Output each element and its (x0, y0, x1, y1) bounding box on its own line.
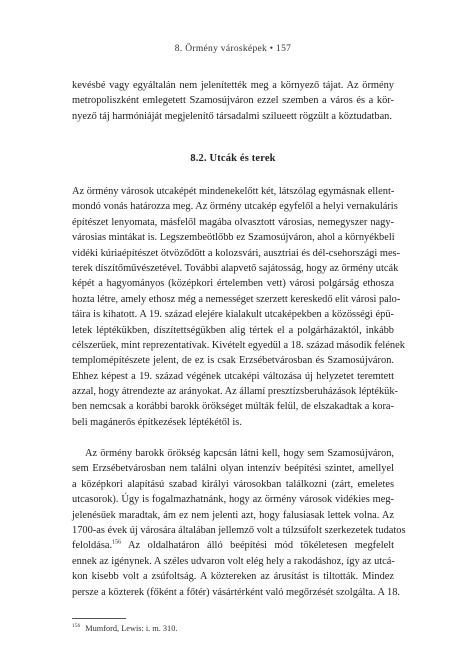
footnote-number: 156 (72, 623, 81, 630)
section-heading: 8.2. Utcák és terek (190, 153, 276, 164)
text-line: 1700-as évek új városára általában jellemző volt a túlzsúfolt szerkezetek tudatos (72, 524, 406, 536)
text-line: jelenésűek maradtak, ám ez nem jelenti azt, hogy falusiasak lettek volna. Az (72, 509, 394, 521)
text-line: városias mintákat is. Legszembeötlőbb ez Szamosújváron, ahol a környékbeli (72, 232, 395, 244)
text-line: ennek az igénynek. A széles udvaron volt elég hely a rakodáshoz, így az utcá- (72, 555, 395, 567)
running-head: 8. Örmény városképek • 157 (174, 44, 292, 54)
footnote (72, 624, 177, 633)
paragraph-streets (72, 184, 405, 430)
text-line: célszerűek, mint reprezentatívak. Kivételt egyedül a 18. század második felének (72, 339, 405, 351)
text-line: beli magánerős építkezések léptékétől is. (72, 416, 242, 428)
text-line: mondó vonás határozza meg. Az örmény utcakép egyfelől a helyi vernakuláris (72, 201, 398, 213)
text-line: ben nemcsak a korábbi barokk örökséget múlták felül, de elszakadtak a kora- (72, 401, 394, 413)
text-line: letek léptékükben, díszítettségükben alig tértek el a polgárházaktól, inkább (72, 324, 394, 336)
text-line-with-footnote (72, 538, 394, 553)
text-line: azzal, hogy átrendezte az arányokat. Az államí presztízsberuházások léptékük- (72, 386, 398, 398)
text-fragment: Az oldalhatáron álló beépítési mód tökéletesen megfelelt (121, 540, 394, 552)
text-line: vidéki kúriaépítészet ötvöződött a kolozsvári, ausztriai és dél-csehországi mes- (72, 247, 401, 259)
text-line: utcasorok). Úgy is fogalmazhatnánk, hogy az örmény városok vidékies meg- (72, 494, 394, 506)
text-line: kevésbé vagy egyáltalán nem jelenítették meg a környező tájat. Az örmény (72, 80, 394, 91)
text-line: kon kisebb volt a zsúfoltság. A köztereken az árusítást is tiltották. Mindez (72, 571, 394, 583)
text-line: építészet lenyomata, másfelől magába olvasztott városias, nemegyszer nagy- (72, 216, 394, 228)
text-line: persze a közterek (főként a főtér) vásártérként való megőrzését szolgálta. A 18. (72, 586, 401, 598)
text-line: templomépítészete jelent, de ez is csak Erzsébetvárosban és Szamosújváron. (72, 355, 394, 367)
paragraph-baroque (72, 446, 406, 600)
text-line: táira is kihatott. A 19. század elejére kialakult utcaképekben a közösségi épü- (72, 309, 394, 321)
paragraph-intro (72, 78, 394, 124)
footnote-text: Mumford, Lewis: i. m. 310. (85, 624, 178, 633)
text-line: terek díszítőművészetével. További alapvető sajátosság, hogy az örmény utcák (72, 262, 399, 274)
text-line: hozta létre, amely ethosz még a nemességet szerzett kereskedő elit városi palo- (72, 293, 401, 305)
text-line: Az örmény városok utcaképét mindenekelőtt két, látszólag egymásnak ellent- (72, 186, 395, 197)
text-line: képét a hagyományos (középkori értelemben vett) városi polgárság ethosza (72, 278, 394, 290)
text-line: Az örmény barokk örökség kapcsán látni kell, hogy sem Szamosújváron, (85, 448, 394, 459)
text-line: nyező táj harmóniáját megjelenítő társadalmi szilueett rögzült a köztudatban. (72, 110, 392, 122)
text-line: metropoliszként emlegetett Szamosújváron ezzel szemben a város és a kör- (72, 95, 394, 107)
footnote-reference[interactable]: 156 (112, 539, 122, 546)
text-line: Ehhez képest a 19. század végének utcaképi változása új helyzetet teremtett (72, 370, 394, 382)
text-line: sem Erzsébetvárosban nem találni olyan intenzív beépítési szintet, amellyel (72, 463, 394, 475)
text-line: a középkori alapítású szabad királyi városokban találkozni (zárt, emeletes (72, 478, 394, 490)
text-fragment: feloldása. (72, 540, 113, 552)
footnote-divider (72, 618, 126, 619)
